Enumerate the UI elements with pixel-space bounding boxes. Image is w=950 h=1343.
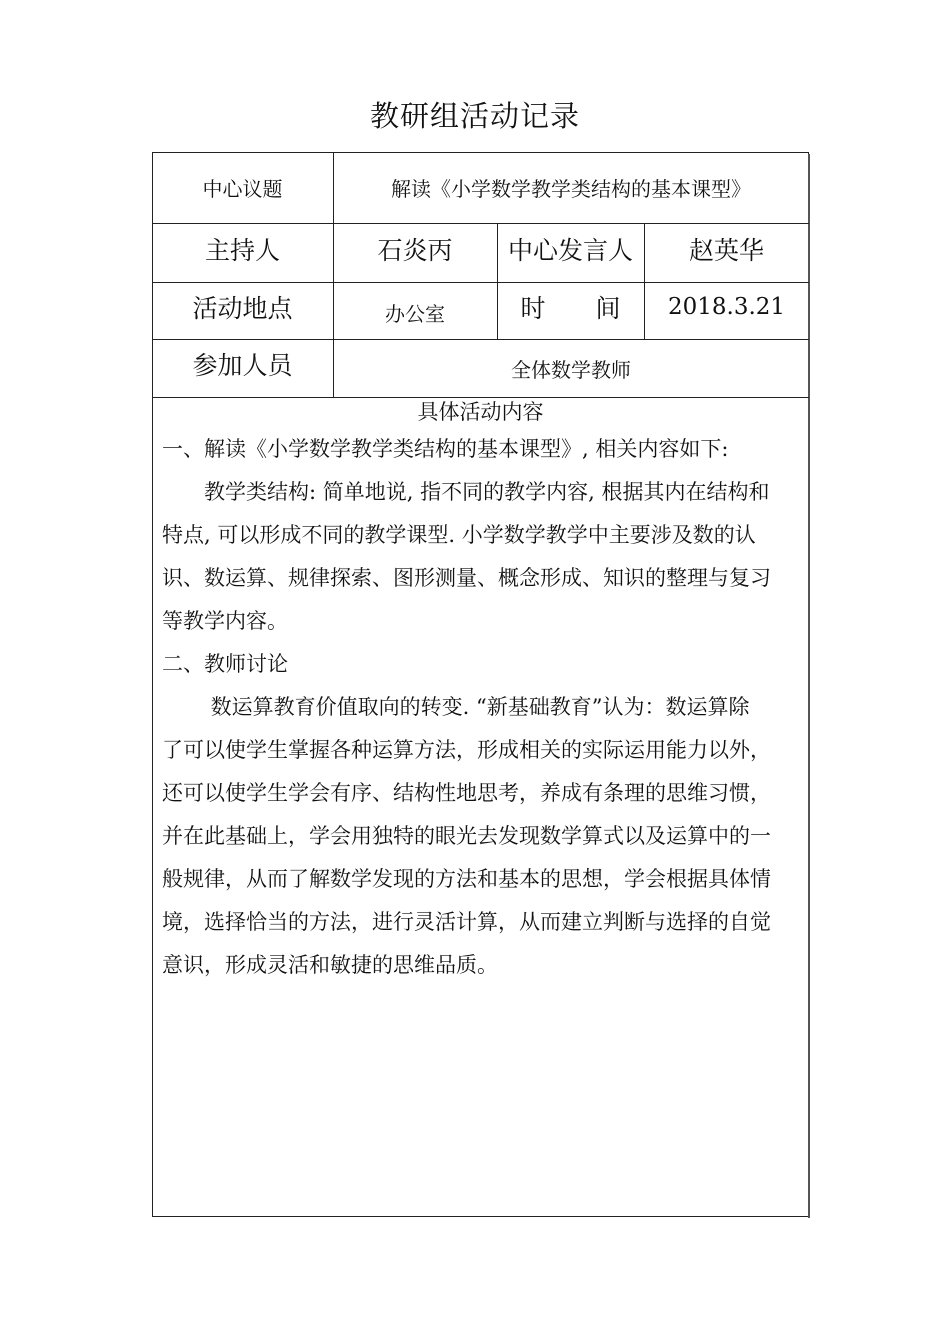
content-line: 并在此基础上，学会用独特的眼光去发现数学算式以及运算中的一 xyxy=(162,824,771,848)
content-line: 了可以使学生掌握各种运算方法，形成相关的实际运用能力以外， xyxy=(162,738,771,762)
document-title: 教研组活动记录 xyxy=(369,99,580,133)
location-label: 活动地点 xyxy=(192,294,293,323)
content-body xyxy=(162,428,802,987)
time-label: 时 间 xyxy=(520,294,621,323)
host-label: 主持人 xyxy=(204,236,280,265)
speaker-value: 赵英华 xyxy=(688,236,764,265)
content-line: 一、解读《小学数学教学类结构的基本课型》, 相关内容如下: xyxy=(162,437,729,461)
topic-label: 中心议题 xyxy=(202,177,283,201)
content-line: 特点, 可以形成不同的教学课型. 小学数学教学中主要涉及数的认 xyxy=(162,523,756,547)
content-heading: 具体活动内容 xyxy=(417,400,544,424)
content-line: 还可以使学生学会有序、结构性地思考，养成有条理的思维习惯， xyxy=(162,781,771,805)
content-line: 识、数运算、规律探索、图形测量、概念形成、知识的整理与复习 xyxy=(162,566,771,590)
content-line: 二、教师讨论 xyxy=(162,652,288,676)
host-value: 石炎丙 xyxy=(377,236,453,265)
content-line: 境，选择恰当的方法，进行灵活计算，从而建立判断与选择的自觉 xyxy=(162,910,771,934)
content-line: 等教学内容。 xyxy=(162,609,288,633)
location-value: 办公室 xyxy=(385,301,445,326)
content-line: 意识，形成灵活和敏捷的思维品质。 xyxy=(162,953,498,977)
content-line: 教学类结构: 简单地说, 指不同的教学内容, 根据其内在结构和 xyxy=(162,480,770,504)
topic-value: 解读《小学数学教学类结构的基本课型》 xyxy=(391,177,751,201)
content-line: 数运算教育价值取向的转变. “新基础教育”认为：数运算除 xyxy=(162,695,750,719)
participants-value: 全体数学教师 xyxy=(511,357,631,382)
speaker-label: 中心发言人 xyxy=(507,236,633,265)
content-line: 般规律，从而了解数学发现的方法和基本的思想，学会根据具体情 xyxy=(162,867,771,891)
time-value: 2018.3.21 xyxy=(667,294,786,320)
participants-label: 参加人员 xyxy=(192,351,293,380)
